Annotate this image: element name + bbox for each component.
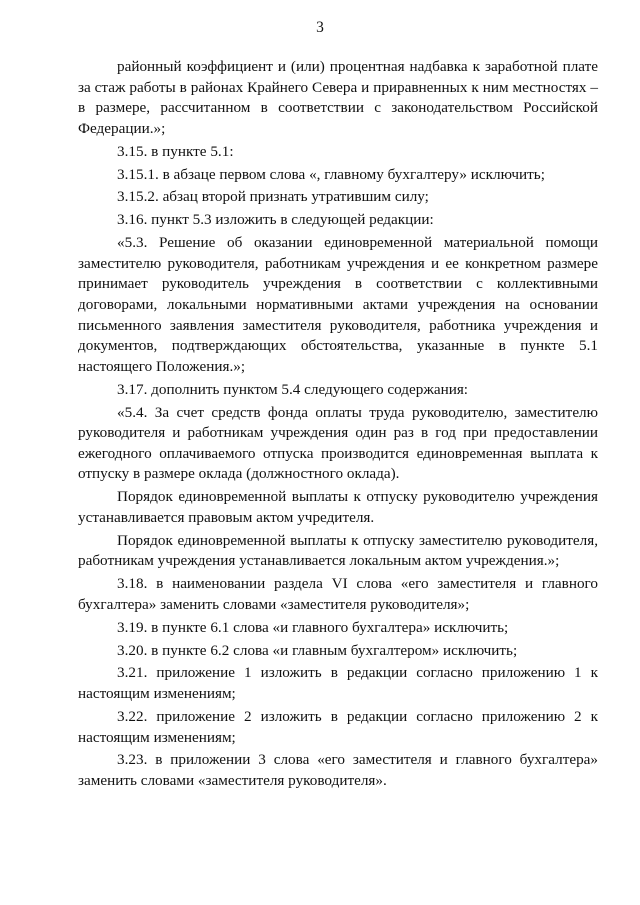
paragraph: 3.16. пункт 5.3 изложить в следующей редакции:: [117, 211, 434, 229]
document-body: [78, 57, 598, 794]
paragraph: 3.21. приложение 1 изложить в редакции согласно приложению 1 к настоящим изменениям;: [78, 664, 598, 703]
paragraph: районный коэффициент и (или) процентная надбавка к заработной плате за стаж работы в районах Крайнего Севера и приравненных к ним местностях – в размере, рассчитанном в соответствии с законодательством Российской Федерации.»;: [78, 58, 598, 137]
paragraph: 3.15. в пункте 5.1:: [117, 142, 234, 160]
paragraph: 3.22. приложение 2 изложить в редакции согласно приложению 2 к настоящим изменениям;: [78, 707, 598, 746]
paragraph: 3.19. в пункте 6.1 слова «и главного бухгалтера» исключить;: [117, 618, 509, 636]
paragraph: 3.23. в приложении 3 слова «его заместителя и главного бухгалтера» заменить словами «заместителя руководителя».: [78, 751, 598, 790]
paragraph: 3.18. в наименовании раздела VI слова «его заместителя и главного бухгалтера» заменить словами «заместителя руководителя»;: [78, 575, 598, 613]
page-number: 3: [316, 19, 324, 36]
paragraph: 3.15.1. в абзаце первом слова «, главному бухгалтеру» исключить;: [117, 165, 545, 183]
paragraph: 3.17. дополнить пунктом 5.4 следующего содержания:: [117, 380, 469, 398]
paragraph: 3.20. в пункте 6.2 слова «и главным бухгалтером» исключить;: [117, 641, 518, 659]
paragraph: Порядок единовременной выплаты к отпуску руководителю учреждения устанавливается правовым актом учредителя.: [78, 488, 598, 526]
paragraph: Порядок единовременной выплаты к отпуску заместителю руководителя, работникам учреждения устанавливается локальным актом учреждения.»;: [78, 531, 598, 570]
paragraph: «5.4. За счет средств фонда оплаты труда руководителю, заместителю руководителя и работникам учреждения один раз в год при предоставлении ежегодного оплачиваемого отпуска производится единовременная выплата к отпуску в размере оклада (должностного оклада).: [78, 403, 598, 483]
paragraph: 3.15.2. абзац второй признать утратившим силу;: [117, 188, 429, 206]
paragraph: «5.3. Решение об оказании единовременной материальной помощи заместителю руководителя, работникам учреждения и ее конкретном размере принимает руководитель учреждения в соответствии с коллективными договорами, локальными нормативными актами учреждения на основании письменного заявления заместителя руководителя, работника учреждения и документов, подтверждающих обстоятельства, указанные в пункте 5.1 настоящего Положения.»;: [78, 234, 598, 375]
